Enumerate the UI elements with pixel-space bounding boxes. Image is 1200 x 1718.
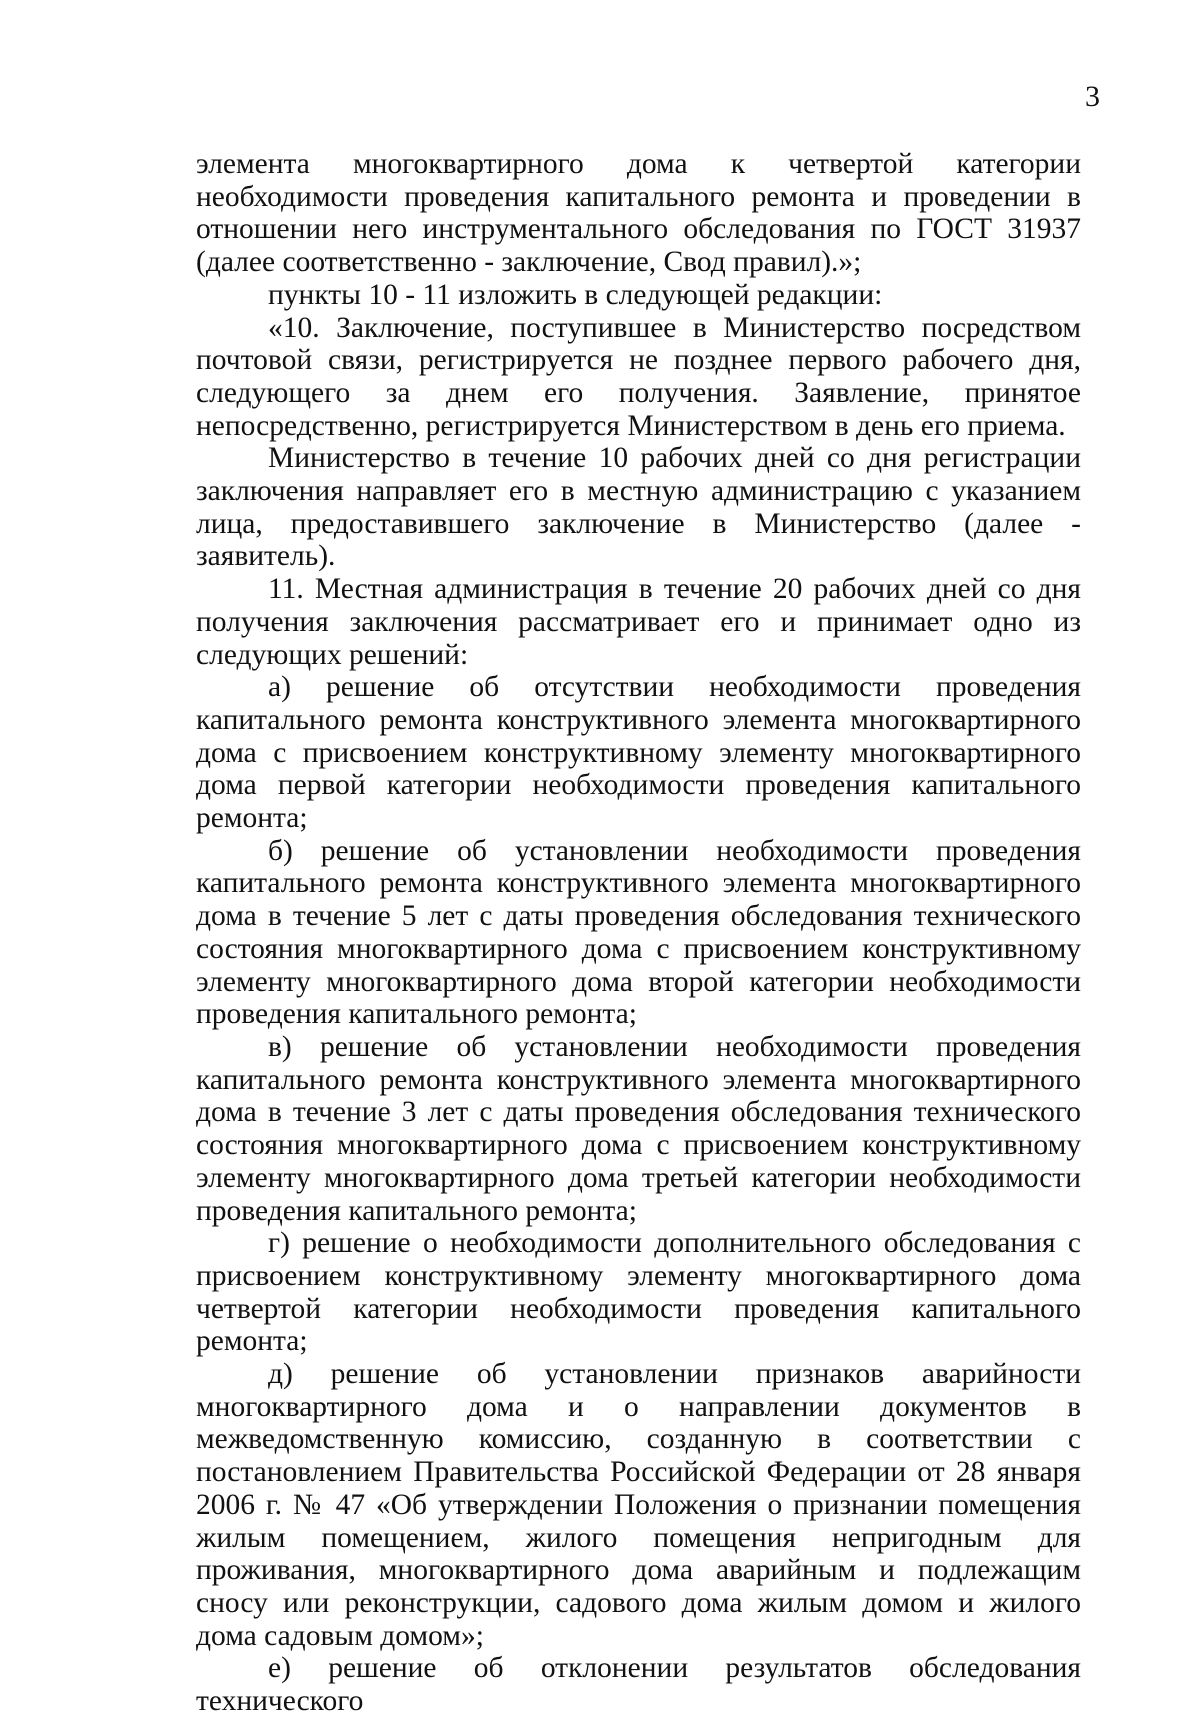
paragraph-amendment-intro: пункты 10 - 11 изложить в следующей редакции:: [268, 278, 883, 311]
paragraph-subitem-a: а) решение об отсутствии необходимости проведения капитального ремонта конструктивного элемента многоквартирного дома с присвоением конструктивному элементу многоквартирного дома первой категории необходимости проведения капитального ремонта;: [196, 671, 1081, 835]
paragraph-item-10-part-2: Министерство в течение 10 рабочих дней со дня регистрации заключения направляет его в местную администрацию с указанием лица, предоставившего заключение в Министерство (далее - заявитель).: [196, 442, 1081, 573]
paragraph-subitem-b: б) решение об установлении необходимости проведения капитального ремонта конструктивного элемента многоквартирного дома в течение 5 лет с даты проведения обследования технического состояния многоквартирного дома с присвоением конструктивному элементу многоквартирного дома второй категории необходимости проведения капитального ремонта;: [196, 834, 1081, 1031]
paragraph-item-11: 11. Местная администрация в течение 20 рабочих дней со дня получения заключения рассматривает его и принимает одно из следующих решений:: [196, 573, 1081, 671]
paragraph-subitem-v: в) решение об установлении необходимости проведения капитального ремонта конструктивного элемента многоквартирного дома в течение 3 лет с даты проведения обследования технического состояния многоквартирного дома с присвоением конструктивному элементу многоквартирного дома третьей категории необходимости проведения капитального ремонта;: [196, 1030, 1081, 1227]
paragraph-subitem-e: е) решение об отклонении результатов обследования технического: [196, 1652, 1081, 1718]
paragraph-subitem-d: д) решение об установлении признаков аварийности многоквартирного дома и о направлении документов в межведомственную комиссию, созданную в соответствии с постановлением Правительства Российской Федерации от 28 января 2006 г. № 47 «Об утверждении Положения о признании помещения жилым помещением, жилого помещения непригодным для проживания, многоквартирного дома аварийным и подлежащим сносу или реконструкции, садового дома жилым домом и жилого дома садовым домом»;: [196, 1358, 1081, 1652]
paragraph-continuation: элемента многоквартирного дома к четвертой категории необходимости проведения капитального ремонта и проведении в отношении него инструментального обследования по ГОСТ 31937 (далее соответственно - заключение, Свод правил).»;: [196, 148, 1081, 279]
paragraph-subitem-g: г) решение о необходимости дополнительного обследования с присвоением конструктивному элементу многоквартирного дома четвертой категории необходимости проведения капитального ремонта;: [196, 1227, 1081, 1358]
page-number: 3: [1085, 80, 1100, 113]
paragraph-item-10: «10. Заключение, поступившее в Министерство посредством почтовой связи, регистрируется не позднее первого рабочего дня, следующего за днем его получения. Заявление, принятое непосредственно, регистрируется Министерством в день его приема.: [196, 311, 1081, 442]
document-body: [196, 148, 1081, 1718]
